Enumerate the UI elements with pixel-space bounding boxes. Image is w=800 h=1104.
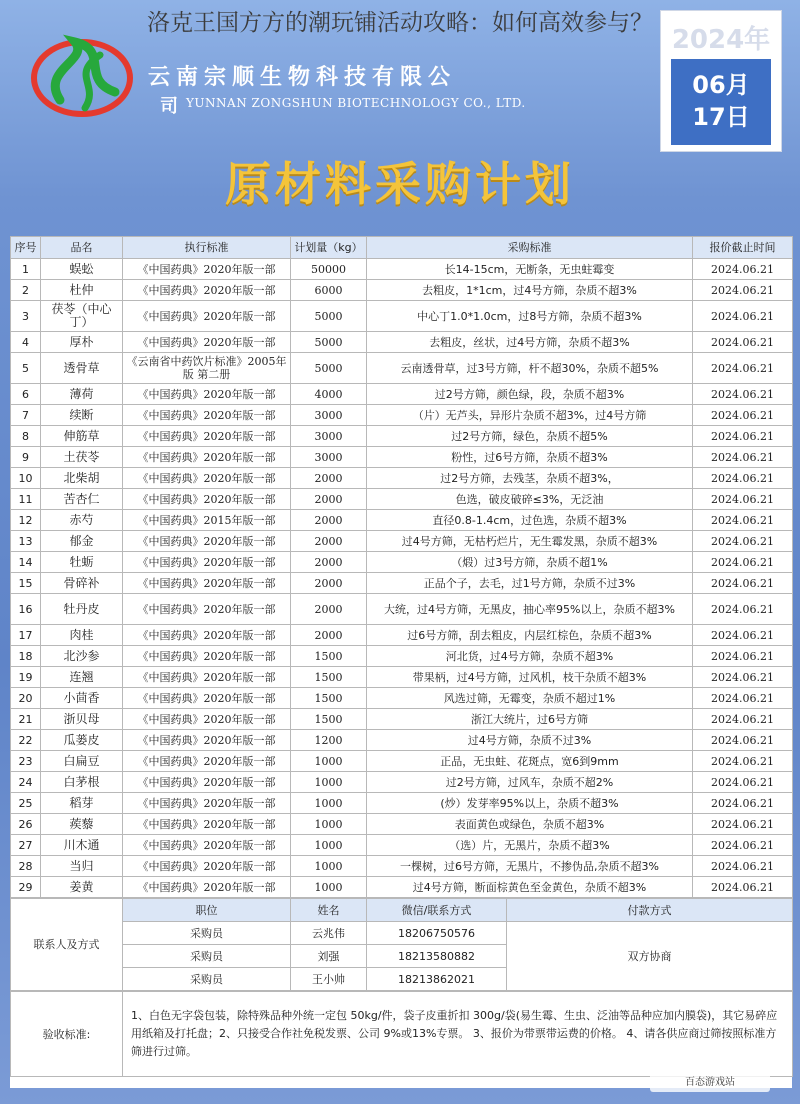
contact-position: 采购员: [123, 945, 291, 968]
row-quantity: 1000: [291, 793, 367, 814]
row-quantity: 3000: [291, 447, 367, 468]
contact-header-phone: 微信/联系方式: [367, 899, 507, 922]
row-deadline: 2024.06.21: [693, 301, 793, 332]
contact-name: 云兆伟: [291, 922, 367, 945]
row-deadline: 2024.06.21: [693, 772, 793, 793]
row-name: 当归: [41, 856, 123, 877]
row-deadline: 2024.06.21: [693, 353, 793, 384]
row-standard: 《中国药典》2020年版一部: [123, 793, 291, 814]
row-name: 续断: [41, 405, 123, 426]
table-row: [11, 447, 793, 468]
row-standard: 《中国药典》2020年版一部: [123, 856, 291, 877]
row-criteria: 去粗皮，1*1cm，过4号方筛，杂质不超3%: [367, 280, 693, 301]
row-standard: 《中国药典》2020年版一部: [123, 667, 291, 688]
table-row: [11, 594, 793, 625]
row-standard: 《中国药典》2015年版一部: [123, 510, 291, 531]
row-quantity: 3000: [291, 426, 367, 447]
company-name-en: YUNNAN ZONGSHUN BIOTECHNOLOGY CO., LTD.: [186, 96, 526, 110]
row-standard: 《中国药典》2020年版一部: [123, 573, 291, 594]
row-criteria: 过2号方筛，绿色，杂质不超5%: [367, 426, 693, 447]
table-row: [11, 468, 793, 489]
row-index: 14: [11, 552, 41, 573]
row-criteria: 过4号方筛，无枯朽烂片，无生霉发黑，杂质不超3%: [367, 531, 693, 552]
row-name: 北柴胡: [41, 468, 123, 489]
row-deadline: 2024.06.21: [693, 552, 793, 573]
row-criteria: 一棵树，过6号方筛，无黑片，不掺伪品,杂质不超3%: [367, 856, 693, 877]
row-name: 透骨草: [41, 353, 123, 384]
row-criteria: 粉性，过6号方筛，杂质不超3%: [367, 447, 693, 468]
row-quantity: 2000: [291, 625, 367, 646]
table-row: [11, 730, 793, 751]
row-index: 12: [11, 510, 41, 531]
table-row: [11, 552, 793, 573]
row-name: 郁金: [41, 531, 123, 552]
col-header-deadline: 报价截止时间: [693, 237, 793, 259]
table-row: [11, 667, 793, 688]
table-row: [11, 573, 793, 594]
row-deadline: 2024.06.21: [693, 646, 793, 667]
contact-section-label: 联系人及方式: [11, 899, 123, 991]
row-criteria: 云南透骨草，过3号方筛，杆不超30%，杂质不超5%: [367, 353, 693, 384]
row-index: 26: [11, 814, 41, 835]
row-criteria: 中心丁1.0*1.0cm，过8号方筛，杂质不超3%: [367, 301, 693, 332]
row-deadline: 2024.06.21: [693, 489, 793, 510]
row-quantity: 1500: [291, 667, 367, 688]
row-index: 29: [11, 877, 41, 898]
contact-phone: 18213862021: [367, 968, 507, 991]
row-index: 28: [11, 856, 41, 877]
row-deadline: 2024.06.21: [693, 877, 793, 898]
table-row: [11, 625, 793, 646]
table-row: [11, 301, 793, 332]
row-deadline: 2024.06.21: [693, 384, 793, 405]
row-criteria: （选）片，无黑片，杂质不超3%: [367, 835, 693, 856]
row-quantity: 2000: [291, 573, 367, 594]
row-standard: 《中国药典》2020年版一部: [123, 384, 291, 405]
table-row: [11, 751, 793, 772]
contact-phone: 18213580882: [367, 945, 507, 968]
row-standard: 《中国药典》2020年版一部: [123, 447, 291, 468]
acceptance-label: 验收标准:: [11, 992, 123, 1077]
row-name: 肉桂: [41, 625, 123, 646]
row-standard: 《中国药典》2020年版一部: [123, 552, 291, 573]
row-name: 杜仲: [41, 280, 123, 301]
row-name: 伸筋草: [41, 426, 123, 447]
table-row: [11, 646, 793, 667]
table-row: [11, 259, 793, 280]
row-standard: 《中国药典》2020年版一部: [123, 332, 291, 353]
acceptance-table: [10, 991, 793, 1077]
row-index: 11: [11, 489, 41, 510]
row-name: 姜黄: [41, 877, 123, 898]
row-quantity: 2000: [291, 489, 367, 510]
contact-position: 采购员: [123, 922, 291, 945]
table-row: [11, 814, 793, 835]
watermark: 百态游戏站: [650, 1068, 770, 1092]
table-row: [11, 793, 793, 814]
row-criteria: 色选，破皮破碎≤3%，无泛油: [367, 489, 693, 510]
table-body: [11, 259, 793, 898]
row-quantity: 1000: [291, 856, 367, 877]
row-deadline: 2024.06.21: [693, 405, 793, 426]
row-quantity: 1000: [291, 751, 367, 772]
row-standard: 《中国药典》2020年版一部: [123, 835, 291, 856]
contact-name: 刘强: [291, 945, 367, 968]
row-criteria: 过6号方筛，刮去粗皮，内层红棕色，杂质不超3%: [367, 625, 693, 646]
row-name: 瓜蒌皮: [41, 730, 123, 751]
page-title: 原材料采购计划: [225, 157, 575, 211]
table-row: [11, 531, 793, 552]
acceptance-text: 1、白色无字袋包装，除特殊品种外统一定包 50kg/件，袋子皮重折扣 300g/袋(易生霉、生虫、泛油等品种应加内膜袋)，其它易碎应用纸箱及打托盘；2、只接受合作社免税发票、公司 9%或13%专票。 3、报价为带票带运费的价格。 4、请各供应商过筛按照标准方筛进行过筛。: [123, 992, 793, 1077]
table-row: [11, 510, 793, 531]
row-quantity: 1200: [291, 730, 367, 751]
procurement-sheet: [10, 236, 792, 1088]
row-standard: 《中国药典》2020年版一部: [123, 646, 291, 667]
row-index: 20: [11, 688, 41, 709]
row-standard: 《中国药典》2020年版一部: [123, 531, 291, 552]
date-month: 06月: [692, 71, 750, 99]
row-name: 川木通: [41, 835, 123, 856]
contact-name: 王小帅: [291, 968, 367, 991]
contact-position: 采购员: [123, 968, 291, 991]
row-quantity: 1000: [291, 814, 367, 835]
caption: 洛克王国方方的潮玩铺活动攻略：如何高效参与？: [147, 10, 653, 36]
row-criteria: 表面黄色或绿色，杂质不超3%: [367, 814, 693, 835]
row-standard: 《中国药典》2020年版一部: [123, 301, 291, 332]
row-quantity: 1500: [291, 688, 367, 709]
table-row: [11, 384, 793, 405]
contact-header-position: 职位: [123, 899, 291, 922]
date-year: 2024年: [671, 25, 771, 55]
row-name: 蜈蚣: [41, 259, 123, 280]
row-index: 6: [11, 384, 41, 405]
row-name: 骨碎补: [41, 573, 123, 594]
row-criteria: 河北货，过4号方筛，杂质不超3%: [367, 646, 693, 667]
payment-method: 双方协商: [507, 922, 793, 991]
contact-header-row: [11, 899, 793, 922]
row-criteria: 过2号方筛，去残茎，杂质不超3%，: [367, 468, 693, 489]
row-criteria: 浙江大统片，过6号方筛: [367, 709, 693, 730]
row-name: 浙贝母: [41, 709, 123, 730]
row-index: 27: [11, 835, 41, 856]
row-index: 1: [11, 259, 41, 280]
row-standard: 《中国药典》2020年版一部: [123, 772, 291, 793]
row-deadline: 2024.06.21: [693, 573, 793, 594]
row-criteria: 大统，过4号方筛，无黑皮，抽心率95%以上，杂质不超3%: [367, 594, 693, 625]
row-deadline: 2024.06.21: [693, 594, 793, 625]
company-name-cn-tail: 司: [160, 96, 178, 117]
row-criteria: 正品个子，去毛，过1号方筛，杂质不过3%: [367, 573, 693, 594]
table-row: [11, 353, 793, 384]
row-standard: 《中国药典》2020年版一部: [123, 280, 291, 301]
row-index: 21: [11, 709, 41, 730]
table-row: [11, 856, 793, 877]
row-name: 牡蛎: [41, 552, 123, 573]
row-standard: 《中国药典》2020年版一部: [123, 405, 291, 426]
col-header-criteria: 采购标准: [367, 237, 693, 259]
company-logo-icon: [30, 30, 135, 120]
row-quantity: 4000: [291, 384, 367, 405]
row-index: 23: [11, 751, 41, 772]
row-quantity: 2000: [291, 594, 367, 625]
table-row: [11, 688, 793, 709]
row-index: 22: [11, 730, 41, 751]
row-quantity: 5000: [291, 353, 367, 384]
row-deadline: 2024.06.21: [693, 730, 793, 751]
row-standard: 《中国药典》2020年版一部: [123, 814, 291, 835]
contact-header-name: 姓名: [291, 899, 367, 922]
row-criteria: 过2号方筛，过风车，杂质不超2%: [367, 772, 693, 793]
row-index: 16: [11, 594, 41, 625]
row-index: 18: [11, 646, 41, 667]
row-index: 7: [11, 405, 41, 426]
contact-table: [10, 898, 793, 991]
row-index: 9: [11, 447, 41, 468]
row-deadline: 2024.06.21: [693, 280, 793, 301]
row-quantity: 2000: [291, 531, 367, 552]
row-name: 小茴香: [41, 688, 123, 709]
row-name: 白茅根: [41, 772, 123, 793]
row-standard: 《中国药典》2020年版一部: [123, 468, 291, 489]
row-index: 24: [11, 772, 41, 793]
row-criteria: (炒）发芽率95%以上，杂质不超3%: [367, 793, 693, 814]
row-name: 土茯苓: [41, 447, 123, 468]
row-name: 厚朴: [41, 332, 123, 353]
row-deadline: 2024.06.21: [693, 468, 793, 489]
row-name: 苦杏仁: [41, 489, 123, 510]
row-standard: 《云南省中药饮片标准》2005年版 第二册: [123, 353, 291, 384]
row-standard: 《中国药典》2020年版一部: [123, 688, 291, 709]
row-name: 连翘: [41, 667, 123, 688]
row-name: 蒺藜: [41, 814, 123, 835]
row-quantity: 2000: [291, 510, 367, 531]
contact-phone: 18206750576: [367, 922, 507, 945]
row-quantity: 1000: [291, 877, 367, 898]
row-deadline: 2024.06.21: [693, 332, 793, 353]
row-standard: 《中国药典》2020年版一部: [123, 709, 291, 730]
row-criteria: 过4号方筛，断面棕黄色至金黄色，杂质不超3%: [367, 877, 693, 898]
row-criteria: 过2号方筛，颜色绿，段，杂质不超3%: [367, 384, 693, 405]
table-header-row: [11, 237, 793, 259]
row-quantity: 2000: [291, 468, 367, 489]
row-name: 白扁豆: [41, 751, 123, 772]
row-deadline: 2024.06.21: [693, 814, 793, 835]
company-name-cn: 云南宗顺生物科技有限公: [148, 65, 457, 90]
row-deadline: 2024.06.21: [693, 856, 793, 877]
table-row: [11, 332, 793, 353]
col-header-quantity: 计划量（kg）: [291, 237, 367, 259]
contact-header-payment: 付款方式: [507, 899, 793, 922]
table-row: [11, 877, 793, 898]
date-day: 17日: [692, 103, 750, 131]
row-index: 25: [11, 793, 41, 814]
row-name: 薄荷: [41, 384, 123, 405]
row-criteria: 长14-15cm，无断条，无虫蛀霉变: [367, 259, 693, 280]
row-name: 牡丹皮: [41, 594, 123, 625]
table-row: [11, 405, 793, 426]
date-inner: [671, 59, 771, 145]
row-deadline: 2024.06.21: [693, 793, 793, 814]
table-row: [11, 426, 793, 447]
row-quantity: 1000: [291, 772, 367, 793]
row-deadline: 2024.06.21: [693, 426, 793, 447]
table-row: [11, 709, 793, 730]
row-criteria: 正品，无虫蛀、花斑点，宽6到9mm: [367, 751, 693, 772]
table-row: [11, 835, 793, 856]
row-criteria: （片）无芦头，异形片杂质不超3%，过4号方筛: [367, 405, 693, 426]
row-deadline: 2024.06.21: [693, 510, 793, 531]
row-index: 3: [11, 301, 41, 332]
row-index: 5: [11, 353, 41, 384]
row-index: 8: [11, 426, 41, 447]
row-quantity: 5000: [291, 301, 367, 332]
row-deadline: 2024.06.21: [693, 259, 793, 280]
row-criteria: 风选过筛，无霉变，杂质不超过1%: [367, 688, 693, 709]
row-quantity: 1500: [291, 646, 367, 667]
row-standard: 《中国药典》2020年版一部: [123, 594, 291, 625]
row-standard: 《中国药典》2020年版一部: [123, 877, 291, 898]
row-index: 19: [11, 667, 41, 688]
row-index: 4: [11, 332, 41, 353]
row-quantity: 6000: [291, 280, 367, 301]
contact-row: [11, 922, 793, 945]
row-index: 15: [11, 573, 41, 594]
table-row: [11, 772, 793, 793]
row-deadline: 2024.06.21: [693, 531, 793, 552]
table-row: [11, 489, 793, 510]
col-header-index: 序号: [11, 237, 41, 259]
row-deadline: 2024.06.21: [693, 447, 793, 468]
col-header-name: 品名: [41, 237, 123, 259]
row-quantity: 50000: [291, 259, 367, 280]
row-index: 17: [11, 625, 41, 646]
row-index: 10: [11, 468, 41, 489]
row-deadline: 2024.06.21: [693, 667, 793, 688]
row-quantity: 1000: [291, 835, 367, 856]
row-quantity: 3000: [291, 405, 367, 426]
row-deadline: 2024.06.21: [693, 751, 793, 772]
col-header-standard: 执行标准: [123, 237, 291, 259]
row-name: 稻芽: [41, 793, 123, 814]
row-standard: 《中国药典》2020年版一部: [123, 751, 291, 772]
row-name: 北沙参: [41, 646, 123, 667]
row-standard: 《中国药典》2020年版一部: [123, 426, 291, 447]
row-deadline: 2024.06.21: [693, 688, 793, 709]
row-quantity: 5000: [291, 332, 367, 353]
procurement-table: [10, 236, 793, 898]
row-index: 2: [11, 280, 41, 301]
row-quantity: 2000: [291, 552, 367, 573]
row-name: 赤芍: [41, 510, 123, 531]
row-index: 13: [11, 531, 41, 552]
row-standard: 《中国药典》2020年版一部: [123, 730, 291, 751]
row-name: 茯苓（中心丁）: [41, 301, 123, 332]
row-criteria: 带果柄，过4号方筛，过风机，枝干杂质不超3%: [367, 667, 693, 688]
row-standard: 《中国药典》2020年版一部: [123, 489, 291, 510]
row-criteria: （煅）过3号方筛，杂质不超1%: [367, 552, 693, 573]
row-standard: 《中国药典》2020年版一部: [123, 259, 291, 280]
row-criteria: 去粗皮，丝状，过4号方筛，杂质不超3%: [367, 332, 693, 353]
row-criteria: 过4号方筛，杂质不过3%: [367, 730, 693, 751]
table-row: [11, 280, 793, 301]
row-standard: 《中国药典》2020年版一部: [123, 625, 291, 646]
row-criteria: 直径0.8-1.4cm，过色选，杂质不超3%: [367, 510, 693, 531]
row-quantity: 1500: [291, 709, 367, 730]
row-deadline: 2024.06.21: [693, 709, 793, 730]
row-deadline: 2024.06.21: [693, 835, 793, 856]
row-deadline: 2024.06.21: [693, 625, 793, 646]
